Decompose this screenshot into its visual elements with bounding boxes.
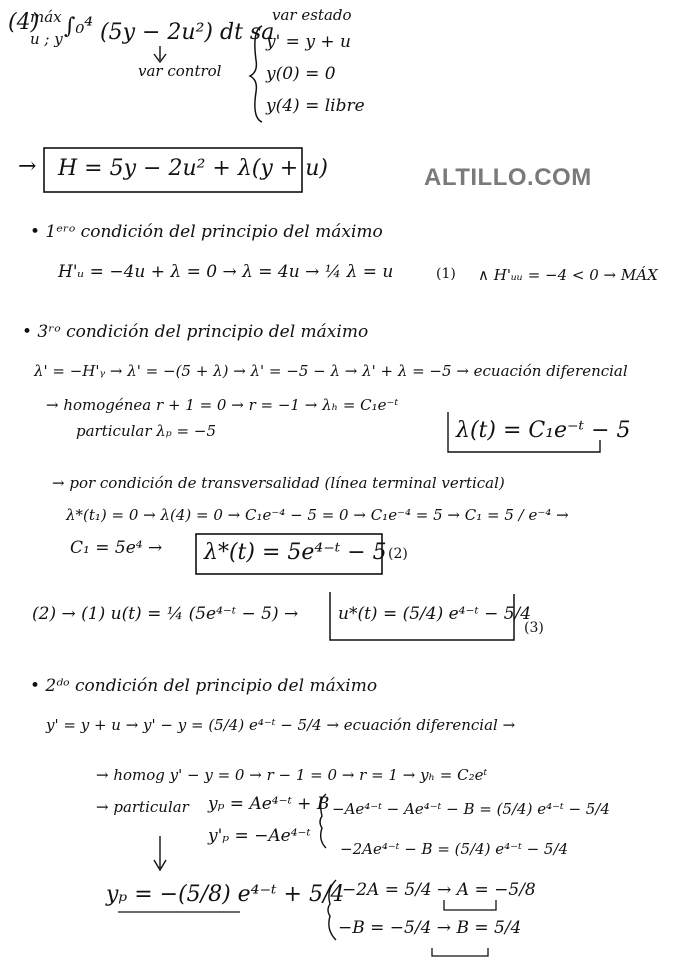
constraint-3: y(4) = libre [266,96,365,116]
yp: yₚ = Ae⁴⁻ᵗ + B [208,794,330,814]
problem-number: (4) [8,10,40,35]
lambda-general: λ(t) = C₁e⁻ᵗ − 5 [456,418,631,443]
cond3-heading: • 3ʳᵒ condición del principio del máximo [22,322,369,342]
integral-sign: ∫₀⁴ [64,14,94,39]
state-var-label: var estado [272,6,352,24]
control-arrow [154,46,166,62]
cond2-line1: y' = y + u → y' − y = (5/4) e⁴⁻ᵗ − 5/4 → ecuación diferencial → [46,716,516,734]
variables: u ; y [30,30,63,48]
tag-1: (1) [436,266,456,282]
system-eq1: −2A = 5/4 → A = −5/8 [342,880,536,900]
substitution-prefix: (2) → (1) u(t) = ¼ (5e⁴⁻ᵗ − 5) → [32,604,299,624]
constraint-1: y' = y + u [266,32,351,52]
cond3-line5: C₁ = 5e⁴ → [70,538,163,558]
cond2-heading: • 2ᵈᵒ condición del principio del máximo [30,676,378,696]
hamiltonian-arrow: → [18,154,37,179]
hamiltonian: H = 5y − 2u² + λ(y + u) [58,156,328,181]
result-arrow [154,836,166,870]
max-label: máx [30,8,62,26]
cond3-line1: λ' = −H'ᵧ → λ' = −(5 + λ) → λ' = −5 − λ → λ' + λ = −5 → ecuación diferencial [34,362,628,380]
constraint-2: y(0) = 0 [266,64,336,84]
b-value-box [432,948,488,956]
cond3-line3: particular λₚ = −5 [76,422,217,440]
transversality: → por condición de transversalidad (línea terminal vertical) [52,474,505,492]
integrand: (5y − 2u²) dt sa [100,20,275,45]
cond2-line2: → homog y' − y = 0 → r − 1 = 0 → r = 1 → yₕ = C₂eᵗ [96,766,488,784]
eq1: −Ae⁴⁻ᵗ − Ae⁴⁻ᵗ − B = (5/4) e⁴⁻ᵗ − 5/4 [332,800,610,818]
tag-3: (3) [524,620,544,636]
cond1-line: H'ᵤ = −4u + λ = 0 → λ = 4u → ¼ λ = u [58,262,394,282]
tag-2: (2) [388,546,408,562]
particular-label: → particular [96,798,189,816]
eq2: −2Ae⁴⁻ᵗ − B = (5/4) e⁴⁻ᵗ − 5/4 [340,840,569,858]
cond3-line2: → homogénea r + 1 = 0 → r = −1 → λₕ = C₁e⁻ᵗ [46,396,399,414]
control-var-label: var control [138,62,222,80]
lambda-star: λ*(t) = 5e⁴⁻ᵗ − 5 [204,540,387,565]
cond3-line4: λ*(t₁) = 0 → λ(4) = 0 → C₁e⁻⁴ − 5 = 0 → C₁e⁻⁴ = 5 → C₁ = 5 / e⁻⁴ → [66,506,569,524]
u-star: u*(t) = (5/4) e⁴⁻ᵗ − 5/4 [338,604,532,624]
second-order-check: ∧ H'ᵤᵤ = −4 < 0 → MÁX [478,266,658,284]
yp-prime: y'ₚ = −Ae⁴⁻ᵗ [208,826,311,846]
a-value-box [444,900,496,910]
watermark: ALTILLO.COM [424,164,592,191]
system-eq2: −B = −5/4 → B = 5/4 [338,918,522,938]
yp-result: yₚ = −(5/8) e⁴⁻ᵗ + 5/4 [106,882,345,907]
cond1-heading: • 1ᵉʳᵒ condición del principio del máximo [30,222,383,242]
